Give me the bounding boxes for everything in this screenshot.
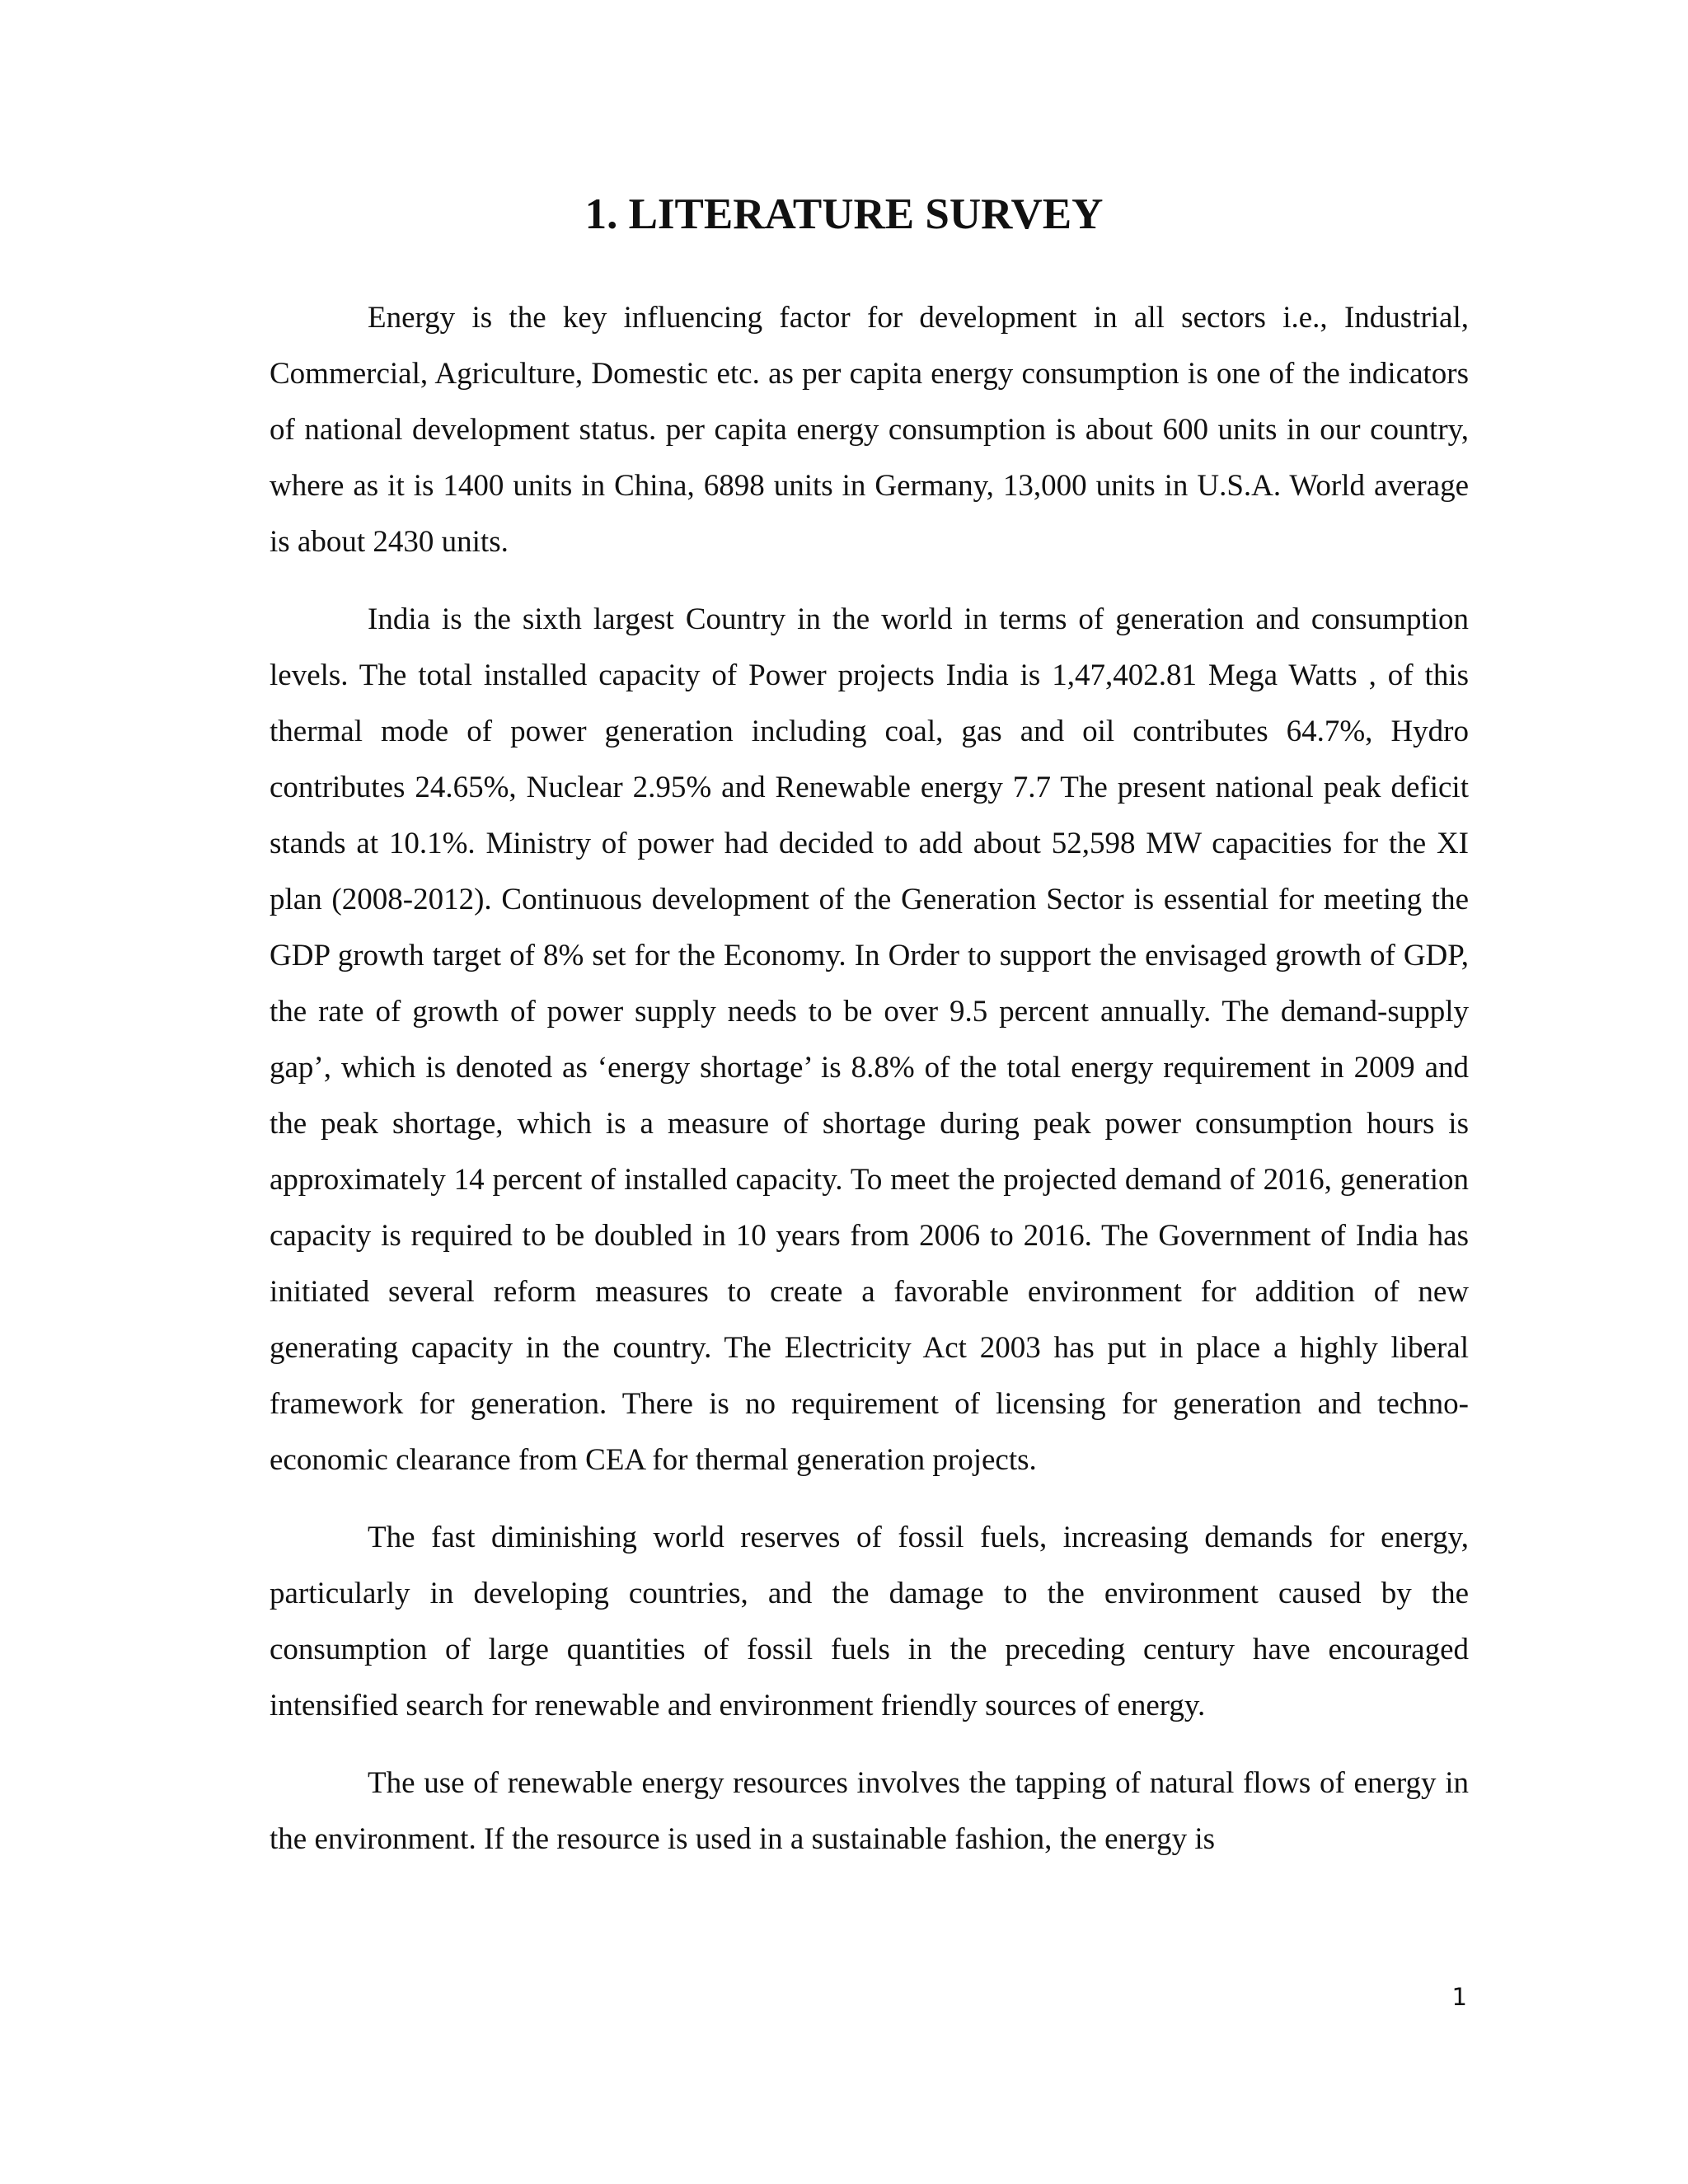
paragraph-india-power-capacity: India is the sixth largest Country in the world in terms of generation and consumption levels. The total installed capacity of Power projects India is 1,47,402.81 Mega Watts , of this thermal mode of power generation including coal, gas and oil contributes 64.7%, Hydro contributes 24.65%, Nuclear 2.95% and Renewable energy 7.7 The present national peak deficit stands at 10.1%. Ministry of power had decided to add about 52,598 MW capacities for the XI plan (2008-2012). Continuous development of the Generation Sector is essential for meeting the GDP growth target of 8% set for the Economy. In Order to support the envisaged growth of GDP, the rate of growth of power supply needs to be over 9.5 percent annually. The demand-supply gap’, which is denoted as ‘energy shortage’ is 8.8% of the total energy requirement in 2009 and the peak shortage, which is a measure of shortage during peak power consumption hours is approximately 14 percent of installed capacity. To meet the projected demand of 2016, generation capacity is required to be doubled in 10 years from 2006 to 2016. The Government of India has initiated several reform measures to create a favorable environment for addition of new generating capacity in the country. The Electricity Act 2003 has put in place a highly liberal framework for generation. There is no requirement of licensing for generation and techno-economic clearance from CEA for thermal generation projects. bbox=[270, 602, 1469, 1477]
body-text bbox=[270, 290, 1469, 1889]
page-number: 1 bbox=[1451, 1983, 1467, 2011]
paragraph-energy-consumption: Energy is the key influencing factor for development in all sectors i.e., Industrial, Commercial, Agriculture, Domestic etc. as per capita energy consumption is one of the indicators of national development status. per capita energy consumption is about 600 units in our country, where as it is 1400 units in China, 6898 units in Germany, 13,000 units in U.S.A. World average is about 2430 units. bbox=[270, 301, 1469, 559]
paragraph-fossil-fuels: The fast diminishing world reserves of fossil fuels, increasing demands for energy, particularly in developing countries, and the damage to the environment caused by the consumption of large quantities of fossil fuels in the preceding century have encouraged intensified search for renewable and environment friendly sources of energy. bbox=[270, 1521, 1469, 1722]
section-heading: 1. LITERATURE SURVEY bbox=[584, 190, 1104, 238]
paragraph-renewable-resources: The use of renewable energy resources involves the tapping of natural flows of energy in the environment. If the resource is used in a sustainable fashion, the energy is bbox=[270, 1766, 1469, 1856]
